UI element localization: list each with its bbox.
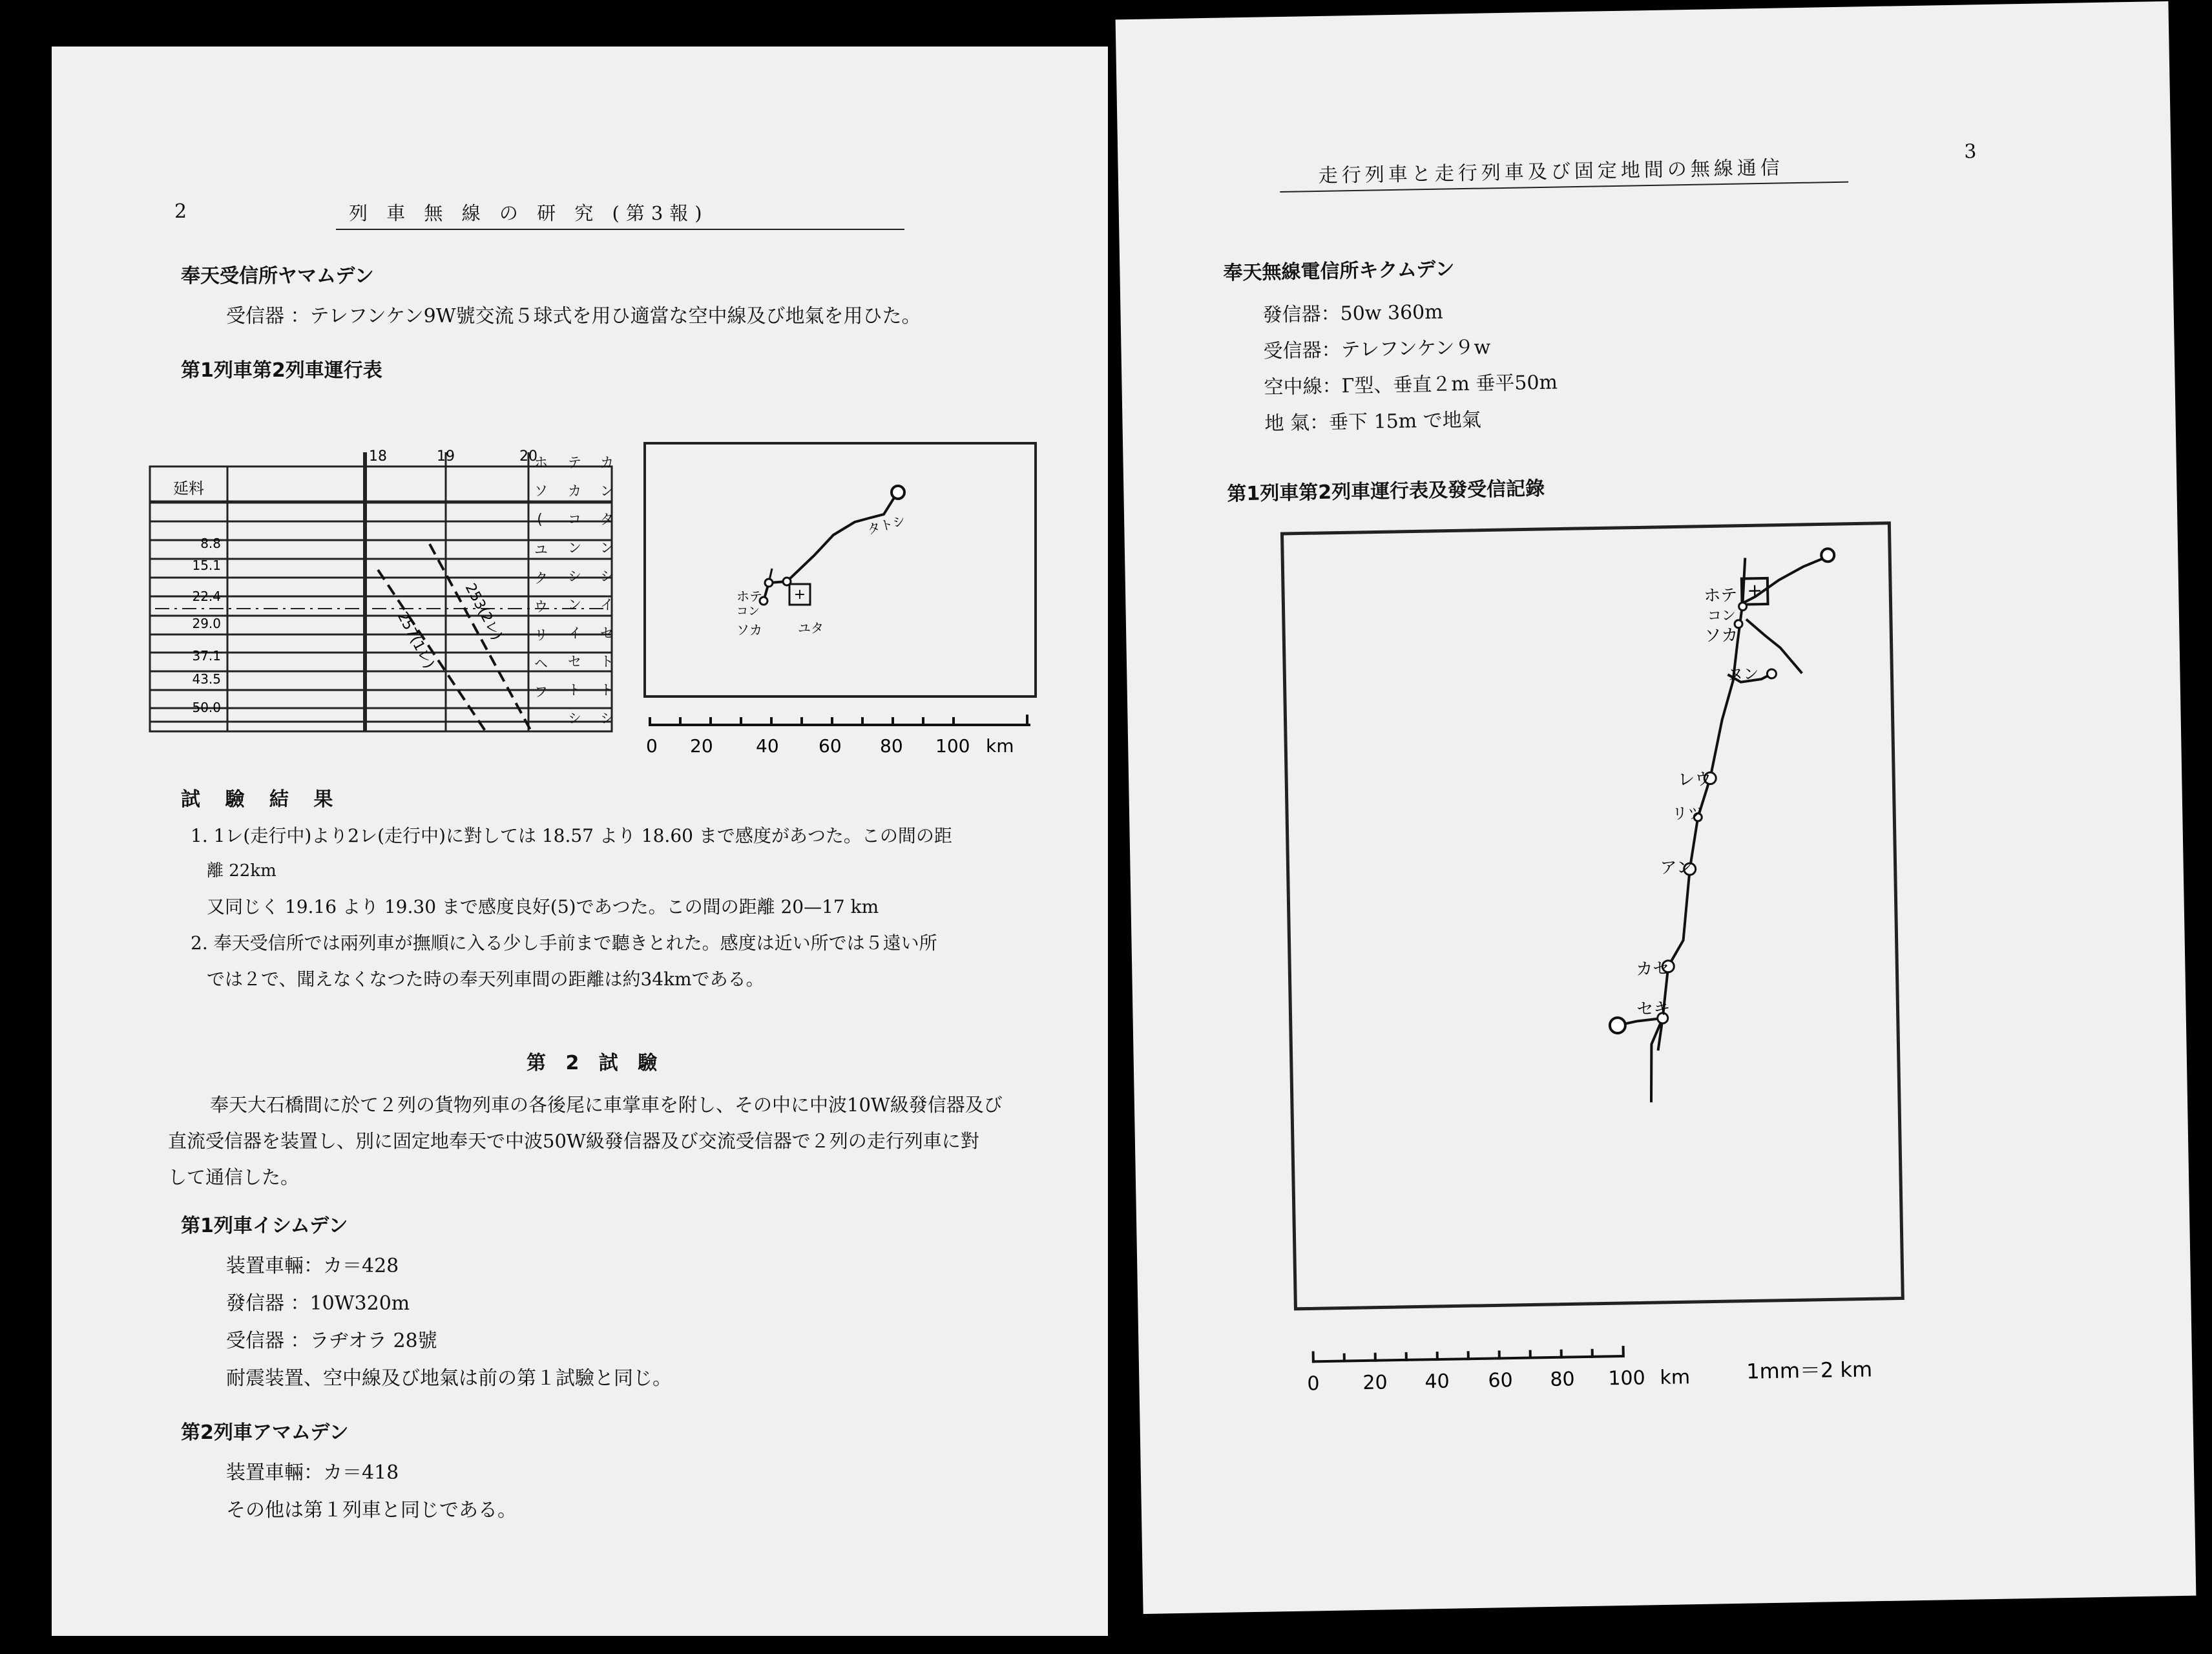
map-label: セキ: [1636, 999, 1671, 1020]
hour-label: 18: [369, 448, 387, 465]
terminal-marker: [1610, 1018, 1625, 1033]
map-label: タトシ: [866, 512, 908, 538]
page-number: 2: [174, 200, 187, 223]
map-label: ユタ: [798, 620, 824, 636]
table-header: 延料: [173, 479, 204, 497]
scale-label: km: [986, 735, 1014, 757]
map-label: ソカ: [736, 622, 762, 638]
distance-label: 29.0: [192, 616, 221, 631]
scale-label: 20: [690, 735, 713, 757]
map-label: コン: [1707, 607, 1737, 625]
scale-bar: [640, 712, 1105, 764]
distance-label: 15.1: [192, 558, 221, 573]
terminal-marker: [892, 486, 904, 499]
scale-label: 80: [1550, 1368, 1575, 1391]
table-title: 第1列車第2列車運行表: [181, 359, 382, 382]
receiver-line: 受信器 ：テレフンケン9W號交流５球式を用ひ適當な空中線及び地氣を用ひた。: [226, 305, 921, 328]
train-label: 253(2レ): [461, 581, 505, 643]
distance-label: 22.4: [192, 589, 221, 604]
left-page: [52, 47, 1108, 1636]
station-column: テカコンシンイセトシ: [565, 455, 581, 739]
head-rule: [336, 229, 904, 230]
section-title: 第 2 試 驗: [527, 1052, 664, 1074]
running-head: 走行列車と走行列車及び固定地間の無線通信: [1318, 156, 1784, 187]
map-label: レウ: [1678, 769, 1712, 790]
map-label: ホテ: [1704, 585, 1738, 606]
spec-line: 装置車輛：カ＝428: [226, 1255, 399, 1277]
scale-label: 100: [935, 735, 970, 757]
map-label: ヌン: [1727, 665, 1759, 684]
scale-note: 1mm＝2 km: [1746, 1357, 1873, 1384]
subsection-title: 第1列車イシムデン: [181, 1215, 348, 1237]
spec-line: 装置車輛：カ＝418: [226, 1461, 399, 1484]
section-title: 奉天受信所ヤマムデン: [181, 265, 374, 288]
hour-label: 19: [437, 448, 455, 465]
spec-line: 發信器 ：10W320m: [226, 1292, 410, 1315]
scale-label: 0: [646, 735, 658, 757]
distance-label: 50.0: [192, 700, 221, 715]
station-column: ホソ(ユクウリヘフ: [532, 455, 548, 713]
map-label: アン: [1660, 858, 1693, 878]
map-label: ホテ: [736, 589, 762, 604]
paragraph-line: して通信した。: [168, 1166, 300, 1188]
result-text: 2. 奉天受信所では兩列車が撫順に入る少し手前まで聽きとれた。感度は近い所では５遠い所: [191, 932, 937, 954]
spec-line: 受信器：テレフンケン９w: [1263, 336, 1491, 363]
route-minimap: [640, 395, 1105, 699]
distance-label: 43.5: [192, 671, 221, 687]
spec-line: その他は第１列車と同じである。: [226, 1499, 517, 1522]
hour-label: 20: [519, 448, 537, 465]
scale-label: 40: [756, 735, 779, 757]
result-text: では２で、聞えなくなつた時の奉天列車間の距離は約34kmである。: [207, 968, 764, 990]
station-column: カンタンシイセトトシ: [598, 455, 614, 739]
spec-line: 受信器 ：ラヂオラ 28號: [226, 1330, 437, 1352]
map-label: リツ: [1671, 804, 1704, 823]
train-label: 257(1レ): [393, 609, 437, 671]
map-label: コン: [736, 605, 760, 618]
results-title: 試 驗 結 果: [181, 788, 342, 811]
scale-label: 40: [1424, 1370, 1450, 1394]
scale-label: 100: [1608, 1366, 1645, 1390]
svg-text:+: +: [793, 587, 806, 603]
spec-line: 發信器：50w 360m: [1262, 300, 1443, 327]
map-label: カセ: [1636, 959, 1670, 979]
terminal-marker: [1821, 549, 1834, 561]
spec-line: 耐震装置、空中線及び地氣は前の第１試驗と同じ。: [226, 1367, 672, 1390]
result-text: 又同じく 19.16 より 19.30 まで感度良好(5)であつた。この間の距離 20—17 km: [207, 896, 879, 917]
spec-line: 空中線：Г型、垂直２m 垂平50m: [1264, 371, 1558, 399]
scale-label: 20: [1362, 1371, 1388, 1395]
page-number: 3: [1964, 140, 1977, 163]
result-text: 離 22km: [207, 861, 276, 881]
scale-label: 80: [880, 735, 903, 757]
paragraph-line: 奉天大石橋間に於て２列の貨物列車の各後尾に車掌車を附し、その中に中波10W級發信器及び: [210, 1094, 1003, 1116]
distance-label: 37.1: [192, 648, 221, 664]
figure-title: 第1列車第2列車運行表及發受信記錄: [1227, 477, 1545, 506]
scale-label: 60: [1488, 1369, 1513, 1392]
scale-bar: [1300, 1337, 1883, 1412]
distance-label: 8.8: [200, 536, 221, 551]
paragraph-line: 直流受信器を装置し、別に固定地奉天で中波50W級發信器及び交流受信器で２列の走行列車に對: [168, 1130, 979, 1152]
section-title: 奉天無線電信所キクムデン: [1223, 258, 1455, 285]
scale-label: 0: [1307, 1372, 1320, 1396]
right-page: [1116, 1, 2196, 1614]
running-head: 列 車 無 線 の 研 究 (第3報): [349, 202, 709, 224]
spec-line: 地 氣：垂下 15m で地氣: [1264, 408, 1482, 435]
route-map: [1279, 510, 1939, 1335]
scale-label: 60: [819, 735, 842, 757]
subsection-title: 第2列車アマムデン: [181, 1421, 349, 1444]
result-text: 1. 1レ(走行中)より2レ(走行中)に對しては 18.57 より 18.60 まで感度があつた。この間の距: [191, 825, 952, 846]
scale-label: km: [1660, 1366, 1691, 1390]
map-label: ソカ: [1704, 625, 1738, 646]
svg-text:+: +: [1747, 580, 1763, 602]
